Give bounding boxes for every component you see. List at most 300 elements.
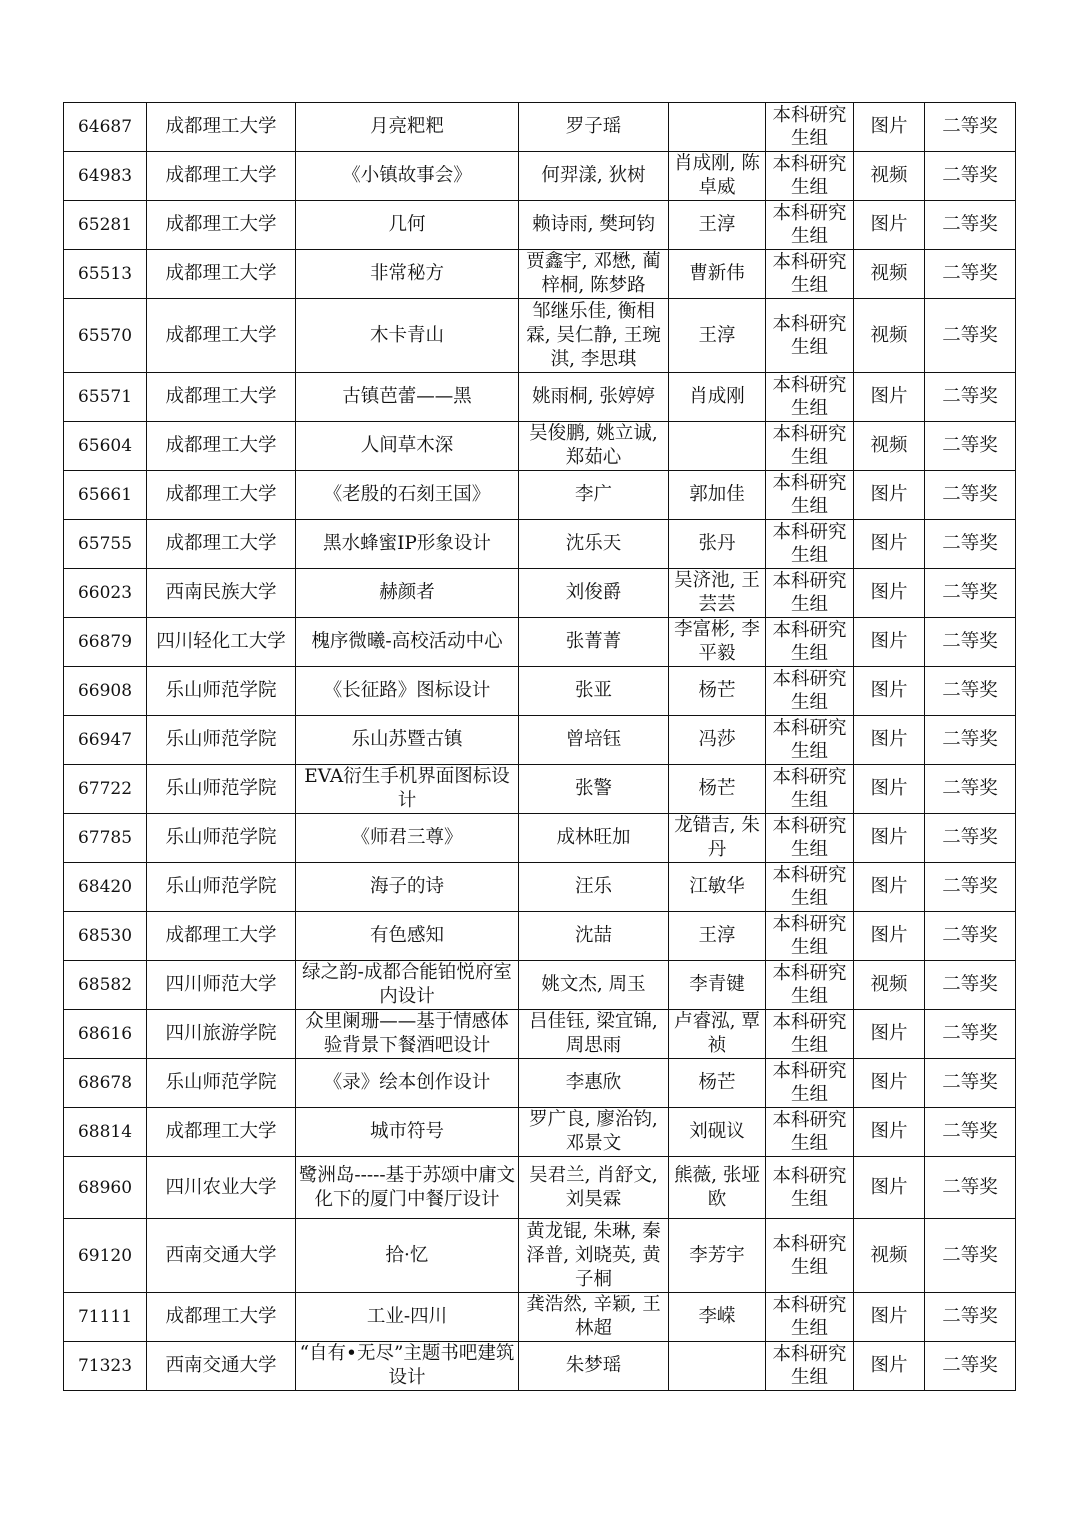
cell-id <box>64 103 147 152</box>
table-row <box>64 152 1016 201</box>
cell-authors-text: 罗广良, 廖治钧, 邓景文 <box>529 1109 658 1154</box>
cell-type-text: 图片 <box>870 116 908 137</box>
cell-id <box>64 201 147 250</box>
cell-advisor-text: 冯莎 <box>698 729 736 750</box>
cell-group-text: 本科研究生组 <box>772 620 847 664</box>
cell-school-text: 西南交通大学 <box>165 1244 277 1266</box>
cell-group-text: 本科研究生组 <box>772 1165 847 1210</box>
cell-authors-text: 何羿漾, 狄树 <box>541 165 646 186</box>
cell-type-text: 图片 <box>870 729 908 750</box>
cell-award <box>925 1293 1016 1342</box>
cell-school-text: 乐山师范学院 <box>165 778 277 799</box>
cell-advisor <box>669 569 766 618</box>
cell-advisor-text: 李青键 <box>689 974 745 995</box>
cell-authors <box>519 422 669 471</box>
cell-advisor <box>669 961 766 1010</box>
cell-id-text: 66908 <box>77 681 133 701</box>
cell-title <box>296 716 519 765</box>
cell-authors <box>519 569 669 618</box>
cell-type <box>854 863 925 912</box>
cell-title-text: 绿之韵-成都合能铂悦府室内设计 <box>302 962 512 1007</box>
cell-award-text: 二等奖 <box>942 1355 998 1376</box>
table-row <box>64 1010 1016 1059</box>
cell-title-text: 《老殷的石刻王国》 <box>323 484 491 505</box>
cell-school <box>147 716 296 765</box>
cell-advisor-text: 刘砚议 <box>689 1121 745 1142</box>
cell-school-text: 成都理工大学 <box>165 1306 277 1327</box>
cell-id-text: 65570 <box>77 325 133 346</box>
cell-title-text: 《小镇故事会》 <box>342 165 472 186</box>
cell-group-text: 本科研究生组 <box>772 767 847 811</box>
cell-title-text: 木卡青山 <box>369 324 444 346</box>
cell-title <box>296 152 519 201</box>
cell-title <box>296 912 519 961</box>
cell-id <box>64 765 147 814</box>
cell-id <box>64 152 147 201</box>
table-row <box>64 201 1016 250</box>
cell-school <box>147 863 296 912</box>
cell-award <box>925 1108 1016 1157</box>
cell-award <box>925 569 1016 618</box>
cell-type <box>854 1108 925 1157</box>
cell-title <box>296 373 519 422</box>
cell-group-text: 本科研究生组 <box>772 1233 847 1278</box>
cell-authors-text: 李广 <box>574 484 612 505</box>
cell-school-text: 成都理工大学 <box>165 386 277 407</box>
cell-authors <box>519 814 669 863</box>
cell-school <box>147 1342 296 1391</box>
cell-title <box>296 618 519 667</box>
cell-award-text: 二等奖 <box>942 116 998 137</box>
cell-id-text: 66947 <box>77 730 133 750</box>
cell-school <box>147 201 296 250</box>
cell-group-text: 本科研究生组 <box>772 1110 847 1154</box>
table-row <box>64 1108 1016 1157</box>
cell-authors <box>519 1293 669 1342</box>
cell-advisor-text: 肖成刚, 陈卓威 <box>674 153 760 198</box>
cell-authors <box>519 1219 669 1293</box>
cell-title-text: 鹭洲岛-----基于苏颂中庸文化下的厦门中餐厅设计 <box>298 1164 516 1210</box>
cell-id <box>64 471 147 520</box>
cell-advisor <box>669 1342 766 1391</box>
cell-title <box>296 961 519 1010</box>
cell-advisor <box>669 422 766 471</box>
cell-id-text: 65604 <box>77 436 133 456</box>
cell-authors <box>519 1342 669 1391</box>
cell-award-text: 二等奖 <box>942 1023 998 1044</box>
cell-advisor-text: 李富彬, 李平毅 <box>674 619 760 664</box>
cell-school <box>147 814 296 863</box>
cell-advisor-text: 王淳 <box>698 324 736 346</box>
cell-advisor-text: 卢睿泓, 覃祯 <box>674 1011 760 1056</box>
cell-group-text: 本科研究生组 <box>772 1295 847 1339</box>
table-row <box>64 1059 1016 1108</box>
cell-school <box>147 1010 296 1059</box>
cell-authors <box>519 863 669 912</box>
cell-type-text: 图片 <box>870 631 908 652</box>
cell-type-text: 图片 <box>870 1306 908 1327</box>
cell-authors-text: 姚文杰, 周玉 <box>541 974 646 995</box>
cell-group <box>766 912 854 961</box>
cell-school-text: 四川师范大学 <box>165 974 277 995</box>
cell-advisor <box>669 716 766 765</box>
cell-group-text: 本科研究生组 <box>772 105 847 149</box>
cell-id <box>64 373 147 422</box>
cell-authors <box>519 618 669 667</box>
cell-id <box>64 1157 147 1219</box>
table-row <box>64 250 1016 299</box>
cell-id <box>64 520 147 569</box>
cell-id-text: 65755 <box>77 534 133 554</box>
cell-authors-text: 姚雨桐, 张婷婷 <box>532 386 655 407</box>
cell-award <box>925 1157 1016 1219</box>
cell-title <box>296 863 519 912</box>
cell-school <box>147 520 296 569</box>
cell-school-text: 成都理工大学 <box>165 1121 277 1142</box>
cell-id <box>64 1108 147 1157</box>
cell-title-text: 槐序微曦-高校活动中心 <box>311 631 503 652</box>
cell-authors-text: 汪乐 <box>574 876 612 897</box>
cell-group-text: 本科研究生组 <box>772 252 847 296</box>
cell-school <box>147 765 296 814</box>
table-row <box>64 1157 1016 1219</box>
cell-school <box>147 1219 296 1293</box>
cell-advisor-text: 熊薇, 张垭欧 <box>674 1164 760 1210</box>
cell-id <box>64 422 147 471</box>
cell-id <box>64 716 147 765</box>
cell-advisor <box>669 1293 766 1342</box>
cell-authors-text: 赖诗雨, 樊珂钧 <box>532 214 655 235</box>
cell-authors <box>519 912 669 961</box>
cell-type <box>854 299 925 373</box>
cell-authors-text: 龚浩然, 辛颖, 王林超 <box>526 1294 661 1339</box>
cell-school <box>147 1157 296 1219</box>
cell-title <box>296 667 519 716</box>
cell-group <box>766 471 854 520</box>
cell-id <box>64 961 147 1010</box>
table-row <box>64 1219 1016 1293</box>
cell-advisor <box>669 814 766 863</box>
cell-advisor <box>669 1219 766 1293</box>
cell-group-text: 本科研究生组 <box>772 1012 847 1056</box>
cell-group-text: 本科研究生组 <box>772 865 847 909</box>
cell-group <box>766 250 854 299</box>
cell-advisor <box>669 152 766 201</box>
cell-authors-text: 吕佳钰, 梁宜锦, 周思雨 <box>529 1011 658 1056</box>
cell-id <box>64 1010 147 1059</box>
cell-title-text: 古镇芭蕾——黑 <box>342 386 472 407</box>
cell-title-text: 有色感知 <box>369 925 444 946</box>
cell-advisor <box>669 618 766 667</box>
cell-award <box>925 1059 1016 1108</box>
cell-type <box>854 1157 925 1219</box>
cell-type-text: 视频 <box>870 1244 908 1266</box>
table-row <box>64 422 1016 471</box>
cell-type-text: 图片 <box>870 778 908 799</box>
cell-school-text: 乐山师范学院 <box>165 680 277 701</box>
cell-advisor-text: 王淳 <box>698 214 736 235</box>
cell-school <box>147 912 296 961</box>
cell-id-text: 68530 <box>77 926 133 946</box>
cell-id <box>64 1293 147 1342</box>
table-row <box>64 1342 1016 1391</box>
cell-id-text: 67722 <box>77 779 133 799</box>
cell-award <box>925 765 1016 814</box>
cell-advisor <box>669 250 766 299</box>
cell-group <box>766 520 854 569</box>
cell-group <box>766 618 854 667</box>
cell-award-text: 二等奖 <box>942 827 998 848</box>
cell-award <box>925 667 1016 716</box>
cell-id <box>64 667 147 716</box>
cell-type-text: 图片 <box>870 1121 908 1142</box>
cell-title-text: 人间草木深 <box>360 435 454 456</box>
cell-group <box>766 1157 854 1219</box>
cell-type <box>854 1342 925 1391</box>
cell-advisor <box>669 299 766 373</box>
cell-advisor <box>669 471 766 520</box>
table-row <box>64 618 1016 667</box>
cell-title <box>296 299 519 373</box>
cell-id-text: 64687 <box>77 117 133 137</box>
cell-school <box>147 1059 296 1108</box>
cell-advisor-text: 郭加佳 <box>689 484 745 505</box>
table-row <box>64 814 1016 863</box>
cell-title-text: 海子的诗 <box>369 876 444 897</box>
cell-school-text: 乐山师范学院 <box>165 1072 277 1093</box>
cell-title <box>296 250 519 299</box>
cell-id <box>64 814 147 863</box>
cell-id-text: 67785 <box>77 828 133 848</box>
cell-group <box>766 765 854 814</box>
cell-authors-text: 曾培钰 <box>565 729 622 750</box>
cell-award-text: 二等奖 <box>942 1072 998 1093</box>
cell-title <box>296 1157 519 1219</box>
cell-award-text: 二等奖 <box>942 165 998 186</box>
cell-type <box>854 422 925 471</box>
cell-type <box>854 569 925 618</box>
cell-authors <box>519 1108 669 1157</box>
cell-award-text: 二等奖 <box>942 680 998 701</box>
cell-group-text: 本科研究生组 <box>772 816 847 860</box>
cell-authors-text: 吴君兰, 肖舒文, 刘昊霖 <box>529 1164 658 1210</box>
cell-id-text: 69120 <box>77 1245 133 1266</box>
cell-authors <box>519 152 669 201</box>
cell-id-text: 71111 <box>77 1307 133 1327</box>
cell-title-text: 《录》绘本创作设计 <box>323 1072 491 1093</box>
cell-authors <box>519 299 669 373</box>
cell-school <box>147 373 296 422</box>
cell-group-text: 本科研究生组 <box>772 914 847 958</box>
cell-group-text: 本科研究生组 <box>772 1344 847 1388</box>
cell-title-text: 《师君三尊》 <box>351 827 463 848</box>
cell-type <box>854 201 925 250</box>
cell-type-text: 图片 <box>870 1072 908 1093</box>
cell-advisor-text: 张丹 <box>698 533 736 554</box>
cell-group <box>766 422 854 471</box>
cell-award <box>925 152 1016 201</box>
cell-id-text: 66879 <box>77 632 133 652</box>
cell-award <box>925 618 1016 667</box>
cell-advisor <box>669 103 766 152</box>
cell-authors-text: 黄龙锟, 朱琳, 秦泽普, 刘晓英, 黄子桐 <box>526 1220 661 1290</box>
cell-school-text: 四川旅游学院 <box>165 1023 277 1044</box>
cell-id <box>64 1342 147 1391</box>
cell-id-text: 68582 <box>77 975 133 995</box>
cell-authors <box>519 961 669 1010</box>
table-row <box>64 765 1016 814</box>
cell-group-text: 本科研究生组 <box>772 669 847 713</box>
cell-award-text: 二等奖 <box>942 386 998 407</box>
cell-title <box>296 520 519 569</box>
cell-id-text: 65513 <box>77 264 133 284</box>
cell-advisor-text: 杨芒 <box>698 680 736 701</box>
cell-group <box>766 1293 854 1342</box>
cell-school-text: 成都理工大学 <box>165 533 277 554</box>
cell-type-text: 图片 <box>870 1176 908 1198</box>
cell-advisor-text: 吴济池, 王芸芸 <box>674 570 760 615</box>
cell-id-text: 68678 <box>77 1073 133 1093</box>
cell-id-text: 66023 <box>77 583 133 603</box>
cell-type-text: 视频 <box>870 263 908 284</box>
cell-advisor <box>669 201 766 250</box>
cell-advisor-text: 肖成刚 <box>689 386 745 407</box>
cell-school-text: 西南交通大学 <box>165 1355 277 1376</box>
cell-id-text: 65661 <box>77 485 133 505</box>
cell-authors-text: 罗子瑶 <box>565 116 622 137</box>
cell-type <box>854 814 925 863</box>
cell-school-text: 成都理工大学 <box>165 116 277 137</box>
cell-award <box>925 1010 1016 1059</box>
cell-authors-text: 沈乐天 <box>565 533 622 554</box>
cell-authors <box>519 1010 669 1059</box>
cell-title <box>296 569 519 618</box>
cell-title <box>296 1293 519 1342</box>
cell-authors <box>519 471 669 520</box>
cell-advisor <box>669 520 766 569</box>
cell-school <box>147 1108 296 1157</box>
cell-award-text: 二等奖 <box>942 484 998 505</box>
cell-group <box>766 373 854 422</box>
cell-type <box>854 152 925 201</box>
cell-school-text: 成都理工大学 <box>165 263 277 284</box>
cell-id <box>64 912 147 961</box>
cell-id <box>64 569 147 618</box>
cell-group <box>766 1059 854 1108</box>
cell-id <box>64 618 147 667</box>
cell-school-text: 成都理工大学 <box>165 165 277 186</box>
cell-type-text: 图片 <box>870 680 908 701</box>
cell-award <box>925 520 1016 569</box>
cell-award-text: 二等奖 <box>942 876 998 897</box>
cell-id-text: 71323 <box>77 1356 133 1376</box>
cell-school-text: 成都理工大学 <box>165 214 277 235</box>
cell-title-text: 拾·忆 <box>385 1244 429 1266</box>
cell-type <box>854 103 925 152</box>
cell-school <box>147 569 296 618</box>
cell-award <box>925 1342 1016 1391</box>
cell-type <box>854 471 925 520</box>
cell-advisor-text: 龙错吉, 朱丹 <box>674 815 760 860</box>
cell-authors <box>519 716 669 765</box>
cell-school <box>147 152 296 201</box>
cell-type-text: 图片 <box>870 876 908 897</box>
cell-award <box>925 716 1016 765</box>
cell-school-text: 成都理工大学 <box>165 324 277 346</box>
cell-award <box>925 1219 1016 1293</box>
cell-id-text: 65281 <box>77 215 133 235</box>
cell-type-text: 视频 <box>870 324 908 346</box>
cell-award <box>925 250 1016 299</box>
cell-school-text: 四川轻化工大学 <box>156 631 286 652</box>
cell-group-text: 本科研究生组 <box>772 375 847 419</box>
cell-title-text: EVA衍生手机界面图标设计 <box>304 766 510 811</box>
table-row <box>64 471 1016 520</box>
table-row <box>64 961 1016 1010</box>
cell-school-text: 四川农业大学 <box>165 1176 277 1198</box>
cell-group <box>766 814 854 863</box>
cell-school-text: 成都理工大学 <box>165 484 277 505</box>
cell-school <box>147 1293 296 1342</box>
cell-type <box>854 1059 925 1108</box>
awards-table <box>63 102 1016 1391</box>
cell-type <box>854 520 925 569</box>
cell-title-text: 黑水蜂蜜IP形象设计 <box>323 533 491 554</box>
cell-award <box>925 373 1016 422</box>
table-row <box>64 667 1016 716</box>
cell-type-text: 图片 <box>870 925 908 946</box>
cell-group <box>766 569 854 618</box>
cell-group-text: 本科研究生组 <box>772 571 847 615</box>
cell-type-text: 视频 <box>870 974 908 995</box>
cell-title <box>296 422 519 471</box>
cell-advisor <box>669 1010 766 1059</box>
cell-authors-text: 沈喆 <box>574 925 612 946</box>
cell-advisor-text: 李嵘 <box>698 1306 736 1327</box>
cell-type-text: 图片 <box>870 1355 908 1376</box>
cell-school <box>147 471 296 520</box>
cell-id <box>64 863 147 912</box>
cell-title <box>296 201 519 250</box>
cell-group <box>766 716 854 765</box>
table-row <box>64 103 1016 152</box>
cell-type <box>854 373 925 422</box>
cell-award <box>925 299 1016 373</box>
cell-group-text: 本科研究生组 <box>772 424 847 468</box>
cell-title <box>296 814 519 863</box>
cell-group <box>766 1010 854 1059</box>
cell-award-text: 二等奖 <box>942 214 998 235</box>
cell-title-text: 赫颜者 <box>379 582 435 603</box>
cell-type <box>854 250 925 299</box>
cell-authors <box>519 1059 669 1108</box>
cell-authors <box>519 250 669 299</box>
cell-award-text: 二等奖 <box>942 729 998 750</box>
cell-title <box>296 1059 519 1108</box>
cell-advisor <box>669 373 766 422</box>
cell-title <box>296 471 519 520</box>
cell-type <box>854 667 925 716</box>
cell-award-text: 二等奖 <box>942 533 998 554</box>
cell-award-text: 二等奖 <box>942 1176 998 1198</box>
cell-advisor <box>669 765 766 814</box>
cell-id-text: 64983 <box>77 166 133 186</box>
cell-school <box>147 667 296 716</box>
cell-award <box>925 471 1016 520</box>
cell-award <box>925 961 1016 1010</box>
cell-group <box>766 667 854 716</box>
cell-id-text: 68616 <box>77 1024 133 1044</box>
